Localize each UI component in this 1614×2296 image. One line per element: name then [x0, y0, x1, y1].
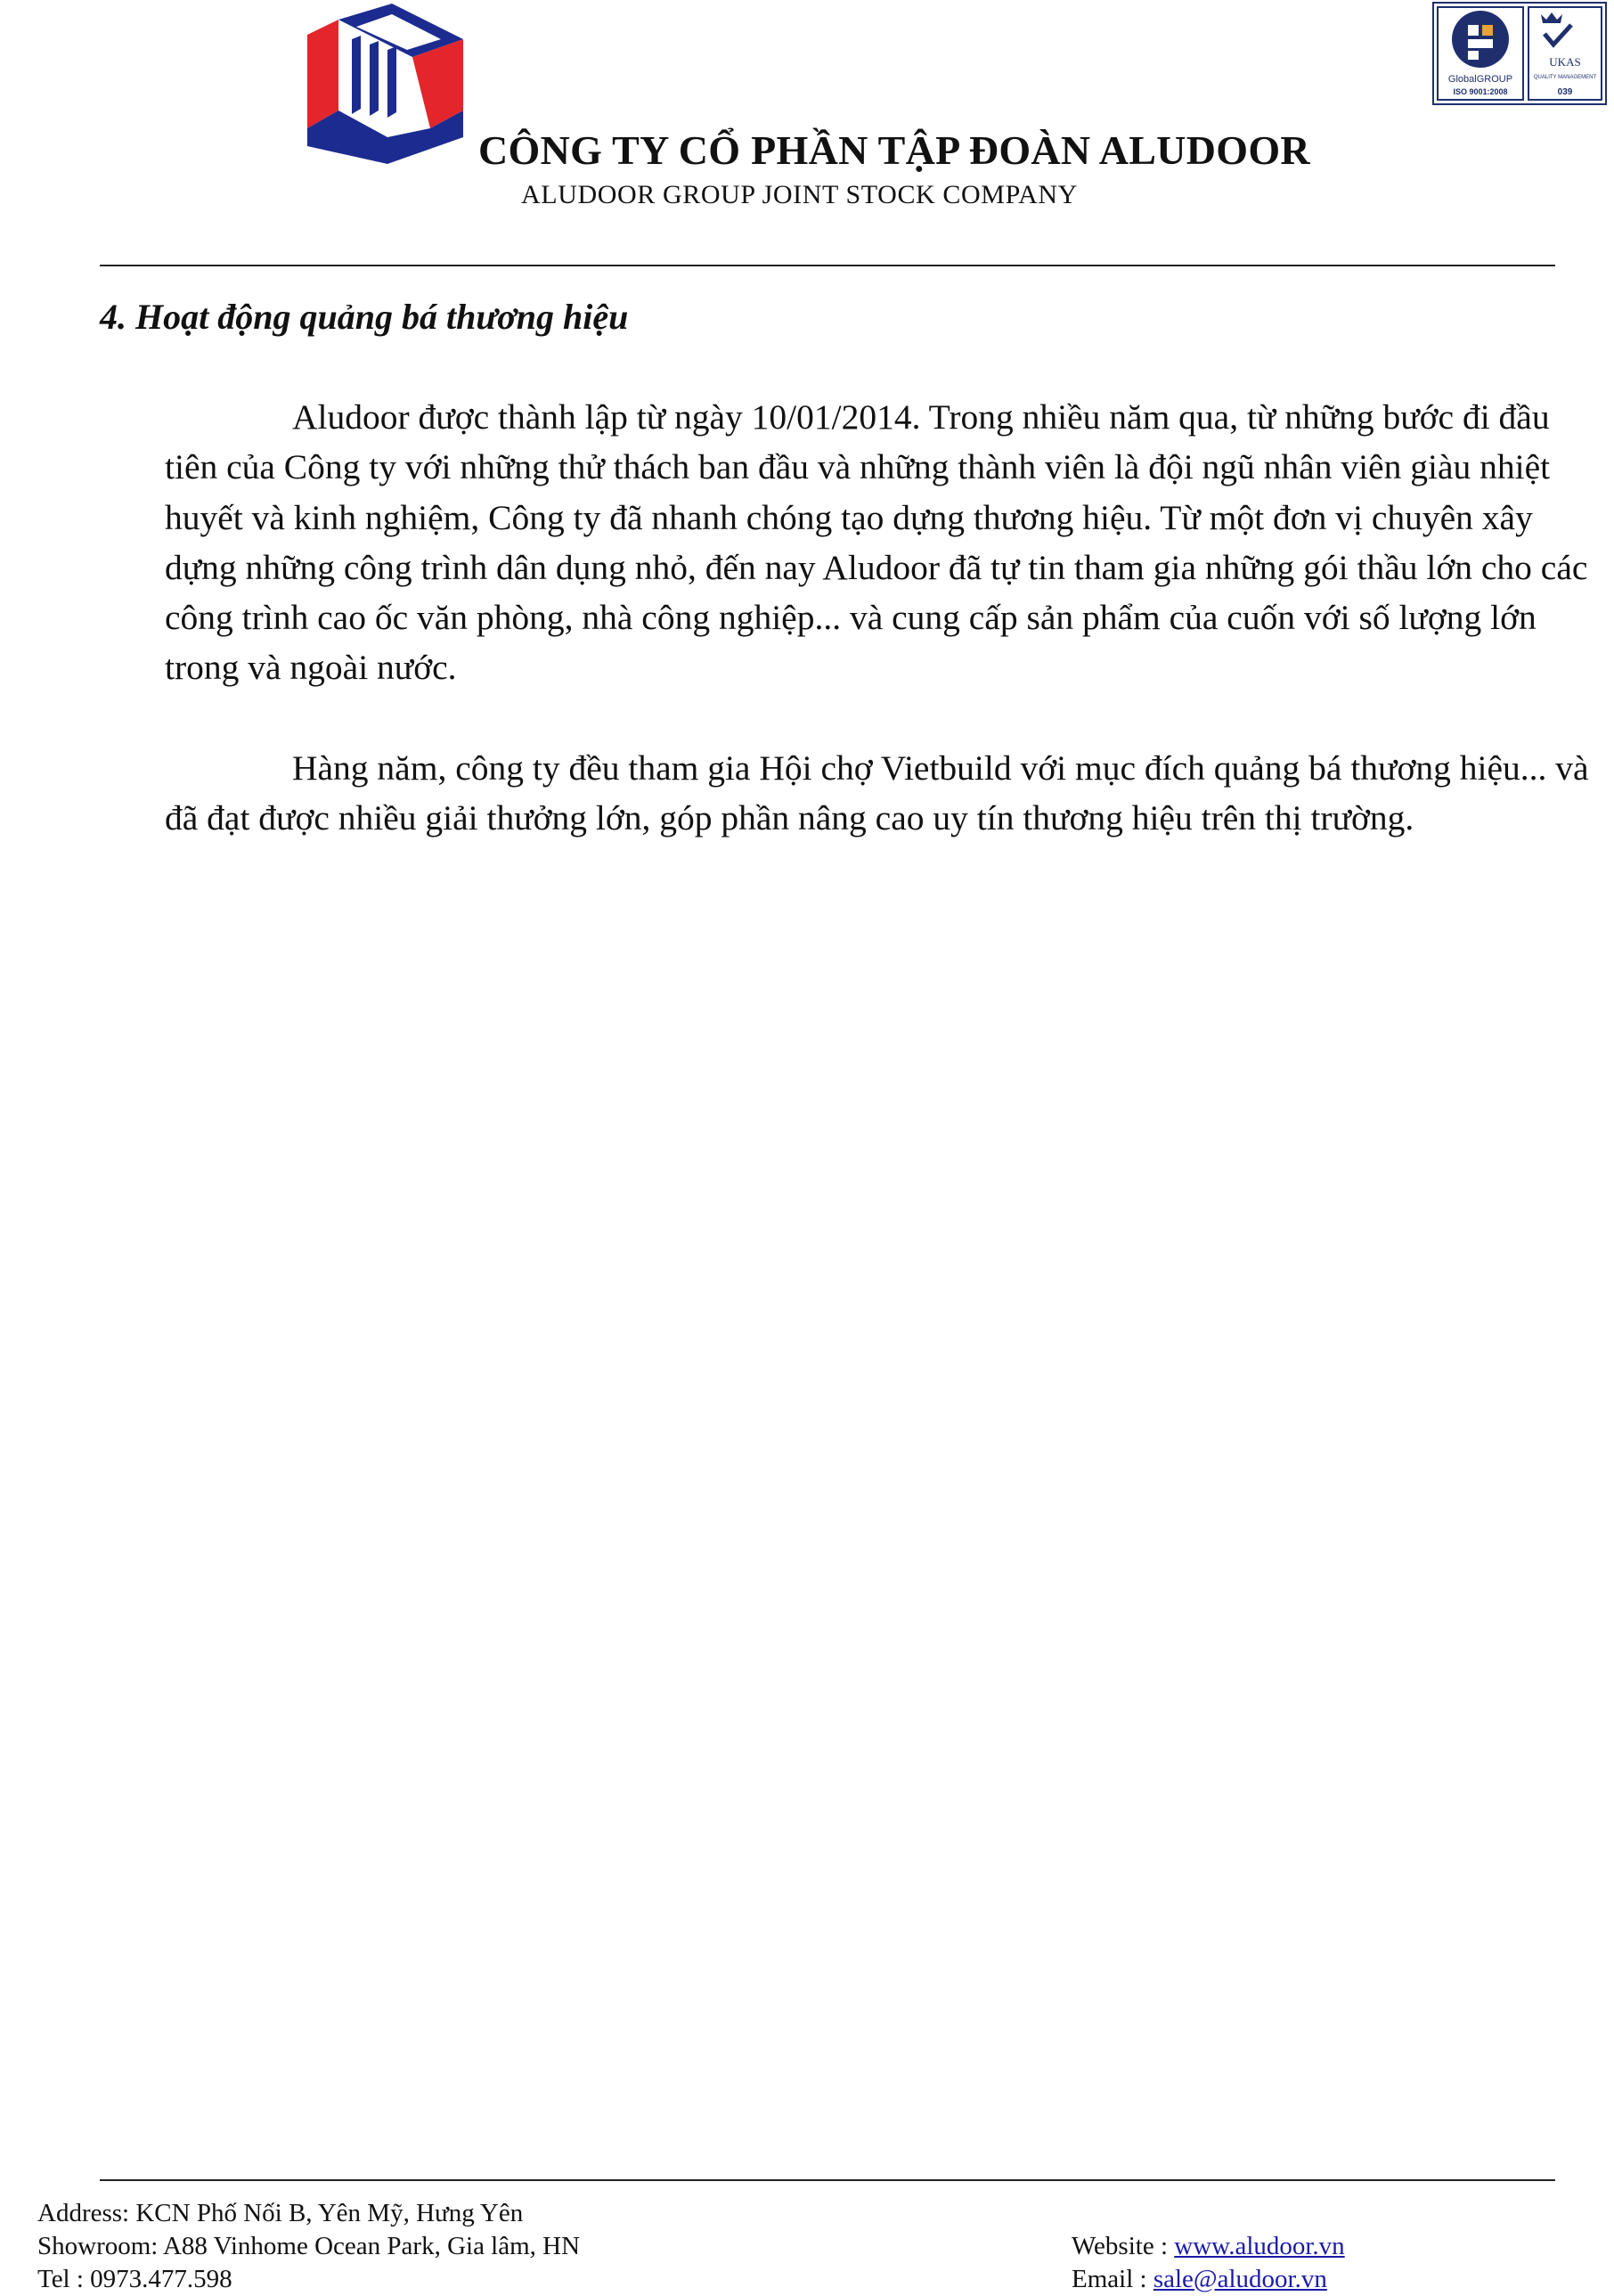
footer-showroom: Showroom: A88 Vinhome Ocean Park, Gia lâm, HN: [37, 2232, 581, 2260]
footer-contact: [37, 2197, 580, 2296]
email-link[interactable]: sale@aludoor.vn: [1153, 2265, 1327, 2293]
certification-logos: [1432, 2, 1607, 105]
footer-web-contact: [1072, 2230, 1345, 2296]
company-name-vietnamese: CÔNG TY CỔ PHẦN TẬP ĐOÀN ALUDOOR: [478, 127, 1310, 173]
aludoor-logo: [307, 4, 463, 164]
cert-left-sub: ISO 9001:2008: [1453, 87, 1508, 96]
body-paragraph-1-text: Aludoor được thành lập từ ngày 10/01/2014. Trong nhiều năm qua, từ những bước đi đầu tiên của Công ty với những thử thách ban đầu và những thành viên là đội ngũ nhân viên giàu nhiệt huyết và kinh nghiệm, Công ty đã nhanh chóng tạo dựng thương hiệu. Từ một đơn vị chuyên xây dựng những công trình dân dụng nhỏ, đến nay Aludoor đã tự tin tham gia những gói thầu lớn cho các công trình cao ốc văn phòng, nhà công nghiệp... và cung cấp sản phẩm của cuốn với số lượng lớn trong và ngoài nước.: [165, 397, 1588, 688]
footer-email-label: Email :: [1072, 2265, 1153, 2293]
website-link[interactable]: www.aludoor.vn: [1174, 2232, 1345, 2260]
footer-website-label: Website :: [1072, 2232, 1175, 2260]
cert-right-text: UKAS: [1549, 55, 1581, 69]
cert-right-sub: QUALITY MANAGEMENT: [1533, 75, 1597, 80]
footer-website-row: [1072, 2230, 1345, 2263]
header-divider: [100, 265, 1555, 266]
body-paragraph-2-text: Hàng năm, công ty đều tham gia Hội chợ Vietbuild với mục đích quảng bá thương hiệu... và đã đạt được nhiều giải thưởng lớn, góp phần nâng cao uy tín thương hiệu trên thị trường.: [165, 748, 1589, 838]
footer-email-row: [1072, 2263, 1345, 2296]
cert-right-number: 039: [1557, 87, 1573, 97]
footer-divider: [100, 2179, 1555, 2181]
company-name-english: ALUDOOR GROUP JOINT STOCK COMPANY: [521, 180, 1078, 209]
section-heading: 4. Hoạt động quảng bá thương hiệu: [100, 297, 629, 337]
footer-address: Address: KCN Phố Nối B, Yên Mỹ, Hưng Yên: [37, 2199, 524, 2227]
footer-tel: Tel : 0973.477.598: [37, 2265, 232, 2293]
body-paragraph-1: [165, 392, 1590, 693]
cert-left-text: GlobalGROUP: [1447, 74, 1513, 85]
body-paragraph-2: [165, 743, 1590, 844]
